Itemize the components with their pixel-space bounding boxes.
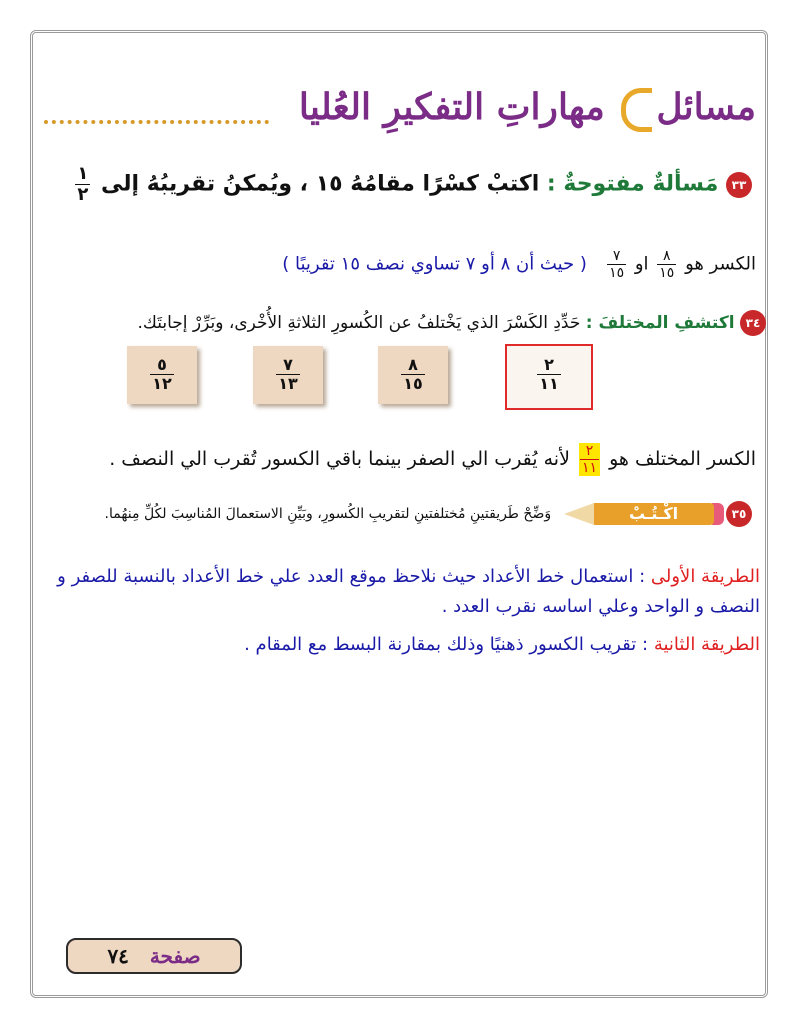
question-number-badge: ٣٣ — [726, 172, 752, 198]
fraction-8-15: $\frac{٨}{١٥}$ — [659, 248, 675, 281]
answer-or: او — [634, 253, 649, 275]
fraction-card-8-15: $\frac{٨}{١٥}$ — [378, 346, 448, 404]
section-title — [44, 86, 756, 146]
answer-34 — [109, 443, 756, 476]
method-two-text: : تقريب الكسور ذهنيًا وذلك بمقارنة البسط مع المقام . — [244, 634, 649, 655]
page-number-badge — [66, 938, 242, 974]
title-part2: مهاراتِ التفكيرِ العُليا — [298, 86, 605, 128]
fraction-card-5-12: $\frac{٥}{١٢}$ — [127, 346, 197, 404]
page-label: صفحة — [149, 944, 201, 968]
answer-text: لأنه يُقرب الي الصفر بينما باقي الكسور تُقرب الي النصف . — [109, 448, 570, 470]
fraction-card-2-11: $\frac{٢}{١١}$ — [505, 344, 593, 410]
method-one — [40, 562, 760, 622]
method-one-label: الطريقة الأولى — [650, 566, 760, 587]
method-one-text: : استعمال خط الأعداد حيث نلاحظ موقع العدد علي خط الأعداد بالنسبة للصفر و النصف و الواحد وعلي اساسه نقرب العدد . — [57, 566, 760, 617]
question-text: وَضِّحْ طَريقتينِ مُختلفتينِ لتقريبِ الكُسورِ، وبَيِّنِ الاستعمالَ المُناسِبَ لكُلِّ مِنهُما. — [104, 506, 552, 522]
question-34 — [138, 310, 767, 336]
method-two-label: الطريقة الثانية — [653, 634, 760, 655]
page-number: ٧٤ — [107, 944, 129, 968]
method-two — [40, 630, 760, 660]
fraction-7-15: $\frac{٧}{١٥}$ — [609, 248, 625, 281]
title-text — [299, 86, 756, 132]
question-lead: اكتشفِ المختلفَ : — [585, 313, 735, 333]
fraction-card-7-13: $\frac{٧}{١٣}$ — [253, 346, 323, 404]
fraction-half: $\frac{١}{٢}$ — [77, 163, 89, 205]
answer-33 — [282, 248, 756, 281]
title-bracket-icon — [621, 88, 652, 132]
question-number-badge: ٣٤ — [740, 310, 766, 336]
question-33 — [72, 164, 752, 205]
write-tag: اكْـتُـبْ — [594, 503, 714, 525]
pencil-icon — [564, 500, 714, 528]
question-number-badge: ٣٥ — [726, 501, 752, 527]
answer-note: ( حيث أن ٨ أو ٧ تساوي نصف ١٥ تقريبًا ) — [282, 253, 587, 275]
answer-prefix: الكسر المختلف هو — [609, 448, 756, 470]
question-text: حَدِّدِ الكَسْرَ الذي يَخْتلفُ عن الكُسورِ الثلاثةِ الأُخْرى، وبَرِّرْ إجابتَك. — [137, 313, 581, 333]
question-text: اكتبْ كسْرًا مقامُهُ ١٥ ، ويُمكنُ تقريبُهُ إلى — [101, 171, 540, 197]
question-lead: مَسألةٌ مفتوحةٌ : — [546, 171, 719, 197]
title-part1: مسائل — [656, 86, 756, 128]
title-dotted-line — [44, 120, 269, 124]
answer-prefix: الكسر هو — [685, 253, 756, 275]
question-35 — [105, 500, 752, 528]
highlighted-fraction-2-11: $\frac{٢}{١١}$ — [579, 443, 600, 476]
